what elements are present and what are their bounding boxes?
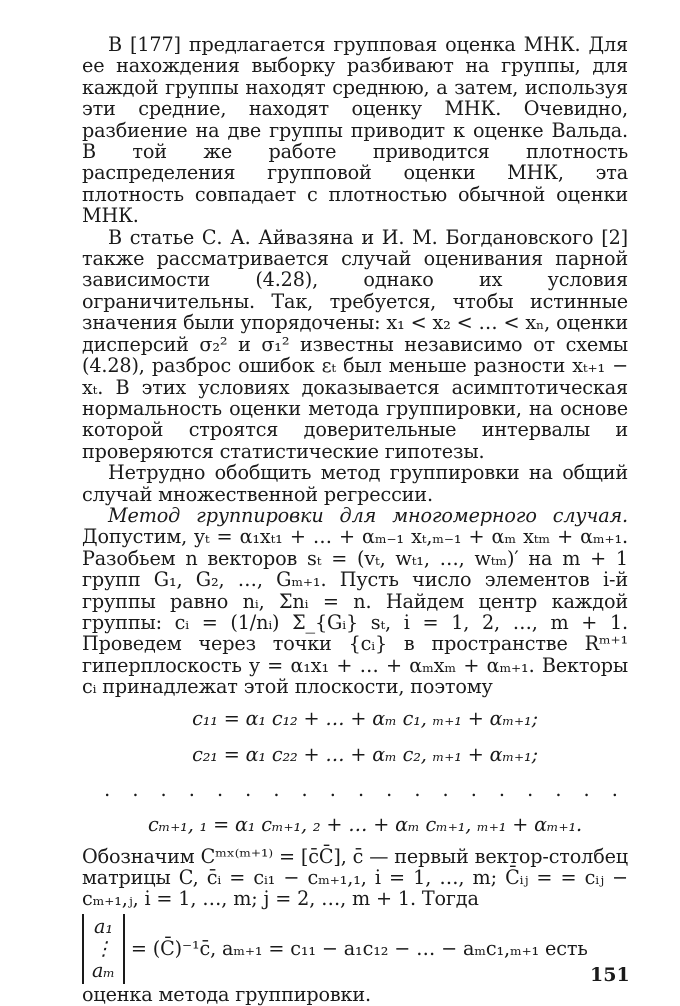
paragraph-1: В [177] предлагается групповая оценка МНК. Для ее нахождения выборку разбивают на группы, для каждой группы находят среднюю, а затем, используя эти средние, находят оценку МНК. Очевидно, разбиение на две группы приводит к оценке Вальда. В той же работе приводится плотность распределения групповой оценки МНК, эта плотность совпадает с плотностью обычной оценки МНК. <box>82 33 628 228</box>
matrix-bottom: aₘ <box>92 958 115 982</box>
equation-last: cₘ₊₁, ₁ = α₁ cₘ₊₁, ₂ + … + αₘ cₘ₊₁, ₘ₊₁ + αₘ₊₁. <box>147 812 583 836</box>
matrix-middle: ⋮ <box>93 936 113 960</box>
matrix-formula <box>82 914 628 984</box>
method-text: Допустим, yₜ = α₁xₜ₁ + … + αₘ₋₁ xₜ,ₘ₋₁ + αₘ xₜₘ + αₘ₊₁. Разобьем n векторов sₜ = (vₜ, wₜ₁, …, wₜₘ)′ на m + 1 групп G₁, G₂, …, Gₘ₊₁. Пусть число элементов i-й группы равно nᵢ, Σnᵢ = n. Найдем центр каждой группы: cᵢ = (1/nᵢ) Σ_{Gᵢ} sₜ, i = 1, 2, …, m + 1. Проведем через точки {cᵢ} в пространстве Rᵐ⁺¹ гиперплоскость y = α₁x₁ + … + αₘxₘ + αₘ₊₁. Векторы cᵢ принадлежат этой плоскости, поэтому <box>82 525 628 699</box>
method-heading: Метод группировки для многомерного случая. <box>108 503 628 527</box>
matrix-top: a₁ <box>94 914 113 938</box>
coefficient-matrix <box>82 914 125 984</box>
closing-paragraph: Обозначим Cᵐˣ⁽ᵐ⁺¹⁾ = [c̄C̄], c̄ — первый вектор-столбец матрицы C, c̄ᵢ = cᵢ₁ − cₘ₊₁,₁, i = 1, …, m; C̄ᵢⱼ = = cᵢⱼ − cₘ₊₁,ⱼ, i = 1, …, m; j = 2, …, m + 1. Тогда <box>82 844 628 911</box>
equation-dots: . . . . . . . . . . . . . . . . . . . <box>104 777 626 801</box>
page-number: 151 <box>590 964 630 986</box>
method-paragraph <box>82 505 628 698</box>
paragraph-2: В статье С. А. Айвазяна и И. М. Богдановского [2] также рассматривается случай оценивания парной зависимости (4.28), однако их условия ограничительны. Так, требуется, чтобы истинные значения были упорядочены: x₁ < x₂ < … < xₙ, оценки дисперсий σ₂² и σ₁² известны независимо от схемы (4.28), разброс ошибок εₜ был меньше разности xₜ₊₁ − xₜ. В этих условиях доказывается асимптотическая нормальность оценки метода группировки, на основе которой строятся доверительные интервалы и проверяются статистические гипотезы. <box>82 225 628 463</box>
final-line: оценка метода группировки. <box>82 982 371 1006</box>
matrix-formula-rest: = (C̄)⁻¹c̄, aₘ₊₁ = c₁₁ − a₁c₁₂ − … − aₘc₁,ₘ₊₁ есть <box>130 937 588 961</box>
equation-2: c₂₁ = α₁ c₂₂ + … + αₘ c₂, ₘ₊₁ + αₘ₊₁; <box>192 742 538 766</box>
equation-1: c₁₁ = α₁ c₁₂ + … + αₘ c₁, ₘ₊₁ + αₘ₊₁; <box>192 706 538 730</box>
paragraph-3: Нетрудно обобщить метод группировки на общий случай множественной регрессии. <box>82 461 628 506</box>
page-text <box>82 34 628 1005</box>
